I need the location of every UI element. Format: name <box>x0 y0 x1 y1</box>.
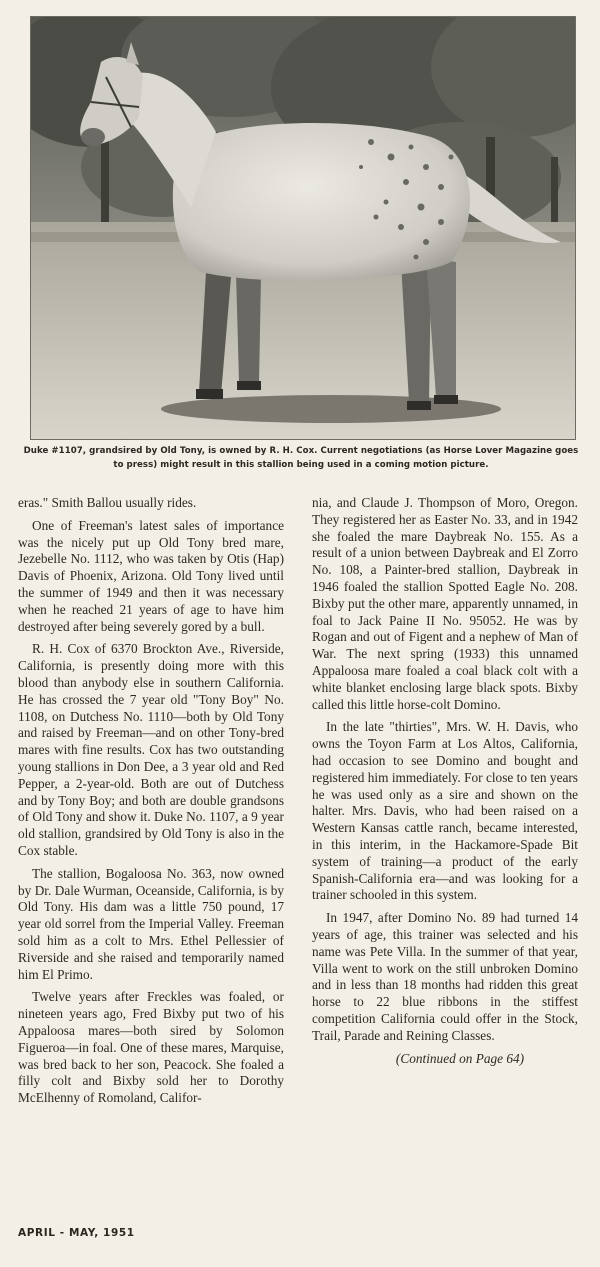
article-paragraph: nia, and Claude J. Thompson of Moro, Oregon. They registered her as Easter No. 33, and in 1942 she foaled the mare Daybreak No. 155. As a result of a union between Daybreak and El Zorro No. 108, a Painter-bred stallion, Daybreak in 1946 foaled the stallion Spotted Eagle No. 208. Bixby put the other mare, apparently unnamed, in foal to Jack Paine II No. 95052. He was by Rogan and out of Figent and a nephew of Man of War. The next spring (1933) this unnamed Appaloosa mare foaled a coal black colt with a white blanket enclosing large black spots. Bixby called this little horse-colt Domino. <box>312 495 578 712</box>
article-paragraph: One of Freeman's latest sales of importance was the nicely put up Old Tony bred mare, Jezebelle No. 1112, who was taken by Otis (Hap) Davis of Phoenix, Arizona. Old Tony lived until the summer of 1949 and then it was necessary when he reached 21 years of age to have him destroyed after being severely gored by a bull. <box>18 517 284 634</box>
article-paragraph: R. H. Cox of 6370 Brockton Ave., Riverside, California, is presently doing more with this blood than anybody else in southern California. He has crossed the 7 year old "Tony Boy" No. 1108, on Dutchess No. 1110—both by Old Tony and raised by Freeman—and on other Tony-bred mares with fine results. Cox has two outstanding young stallions in Don Dee, a 3 year old and Red Pepper, a 2-year-old. Both are out of Dutchess and by Tony Boy; and both are double grandsons of Old Tony and show it. Duke No. 1107, a 9 year old stallion, grandsired by Old Tony is also in the Cox stable. <box>18 641 284 858</box>
issue-date-footer: APRIL - MAY, 1951 <box>18 1227 135 1239</box>
article-paragraph: The stallion, Bogaloosa No. 363, now owned by Dr. Dale Wurman, Oceanside, California, is by Old Tony. His dam was a little 750 pound, 17 year old sorrel from the Imperial Valley. Freeman sold him as a colt to Mrs. Ethel Pellessier of Riverside and she raised and temporarily named him El Primo. <box>18 865 284 982</box>
article-paragraph: Twelve years after Freckles was foaled, or nineteen years ago, Fred Bixby put two of his Appaloosa mares—both sired by Solomon Figueroa—in foal. One of these mares, Marquise, was bred back to her son, Peacock. She foaled a filly colt and Bixby sold her to Dorothy McElhenny of Romoland, Califor- <box>18 989 284 1106</box>
article-column-right <box>312 495 578 1067</box>
photo-caption: Duke #1107, grandsired by Old Tony, is owned by R. H. Cox. Current negotiations (as Horse Lover Magazine goes to press) might result in this stallion being used in a coming motion picture. <box>23 446 579 470</box>
article-paragraph: eras." Smith Ballou usually rides. <box>18 495 197 510</box>
article-paragraph: In the late "thirties", Mrs. W. H. Davis, who owns the Toyon Farm at Los Altos, California, had occasion to see Domino and bought and registered him immediately. For close to ten years he was used only as a sire and shown on the halter. Mrs. Davis, who had been raised on a Western Kansas cattle ranch, became interested, in this interim, in the Hackamore-Spade Bit system of training—a product of the early Spanish-California era—and was looking for a trainer schooled in this system. <box>312 719 578 903</box>
article-column-left <box>18 495 284 1113</box>
horse-photo <box>30 16 576 440</box>
article-paragraph: In 1947, after Domino No. 89 had turned 14 years of age, this trainer was selected and his name was Pete Villa. In the summer of that year, Villa went to work on the still unbroken Domino and in less than 18 months had ridden this great horse to 22 blue ribbons in the stiffest competition California could offer in the Stock, Trail, Parade and Reining Classes. <box>312 910 578 1043</box>
continued-note: (Continued on Page 64) <box>395 1050 525 1066</box>
